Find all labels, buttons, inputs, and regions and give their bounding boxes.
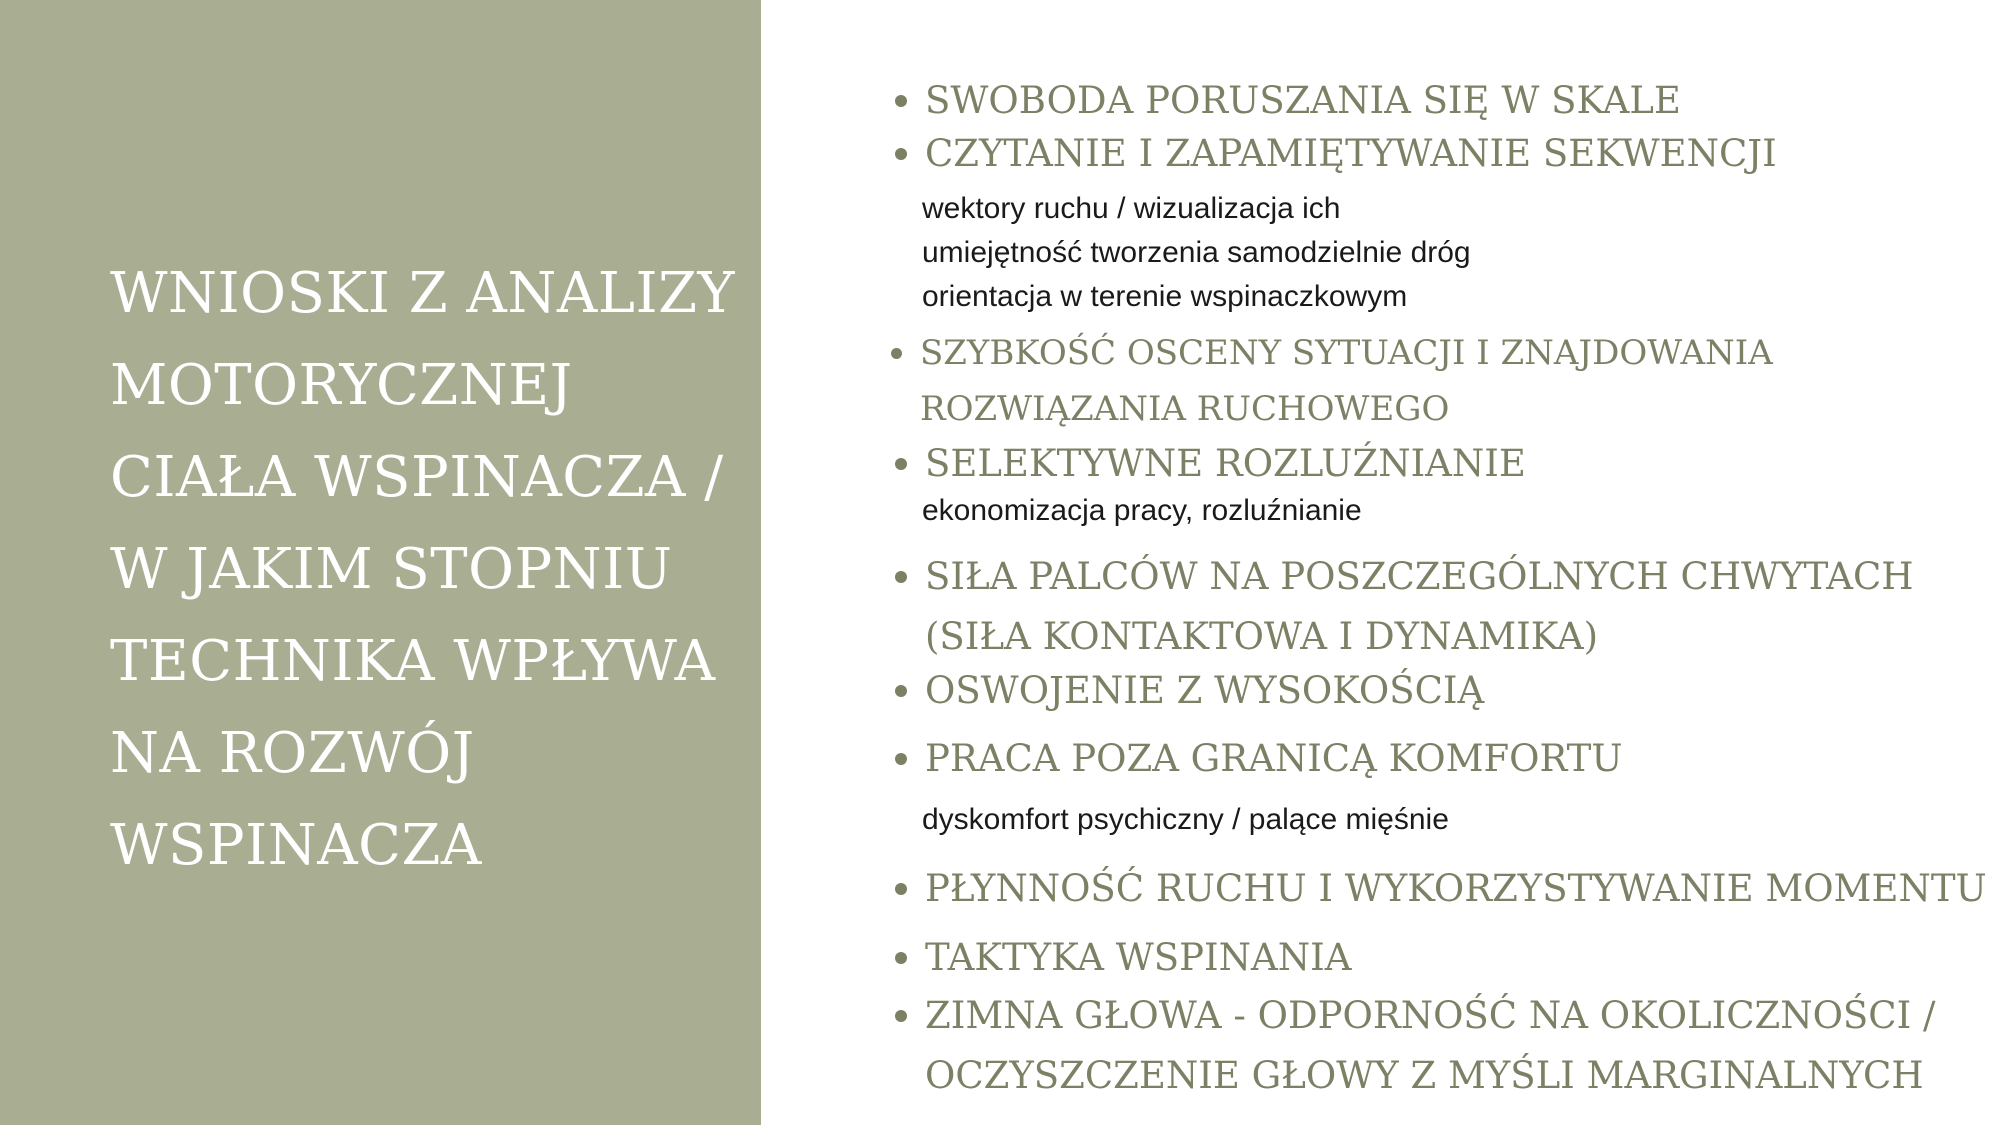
list-item-heading: PRACA POZA GRANICĄ KOMFORTU	[925, 737, 1623, 780]
bullet-icon	[895, 883, 907, 895]
list-item-heading: SZYBKOŚĆ OSCENY SYTUACJI I ZNAJDOWANIA	[920, 333, 1773, 373]
bullet-icon	[895, 458, 907, 470]
list-item-heading-continuation: ROZWIĄZANIA RUCHOWEGO	[920, 389, 1450, 429]
list-item-heading: PŁYNNOŚĆ RUCHU I WYKORZYSTYWANIE MOMENTU	[925, 867, 1987, 910]
list-item-heading: SWOBODA PORUSZANIA SIĘ W SKALE	[925, 79, 1681, 122]
bullet-icon	[891, 348, 902, 359]
list-item-heading: CZYTANIE I ZAPAMIĘTYWANIE SEKWENCJI	[925, 132, 1777, 175]
bullet-icon	[895, 685, 907, 697]
title-panel	[0, 0, 761, 1125]
bullet-icon	[895, 952, 907, 964]
title-line-2: MOTORYCZNEJ	[110, 353, 573, 418]
list-item-heading: SELEKTYWNE ROZLUŹNIANIE	[925, 442, 1526, 485]
list-item-note: orientacja w terenie wspinaczkowym	[922, 280, 1408, 313]
bullet-icon	[895, 571, 907, 583]
list-item-note: umiejętność tworzenia samodzielnie dróg	[922, 236, 1471, 269]
bullet-icon	[895, 95, 907, 107]
list-item-heading: OSWOJENIE Z WYSOKOŚCIĄ	[925, 669, 1485, 712]
list-item-heading: TAKTYKA WSPINANIA	[925, 936, 1352, 979]
title-line-4: W JAKIM STOPNIU	[110, 537, 673, 602]
list-item-note: wektory ruchu / wizualizacja ich	[922, 192, 1341, 225]
title-line-1: WNIOSKI Z ANALIZY	[110, 261, 735, 326]
list-item-note: dyskomfort psychiczny / palące mięśnie	[922, 803, 1449, 836]
list-item-heading: ZIMNA GŁOWA - ODPORNOŚĆ NA OKOLICZNOŚCI /	[925, 994, 1936, 1037]
title-line-6: NA ROZWÓJ	[110, 721, 475, 786]
title-line-7: WSPINACZA	[110, 813, 482, 878]
bullet-icon	[895, 753, 907, 765]
list-item-heading: SIŁA PALCÓW NA POSZCZEGÓLNYCH CHWYTACH	[925, 555, 1914, 598]
list-item-heading-continuation: (SIŁA KONTAKTOWA I DYNAMIKA)	[925, 615, 1599, 658]
list-item-heading-continuation: OCZYSZCZENIE GŁOWY Z MYŚLI MARGINALNYCH	[925, 1054, 1924, 1097]
list-item-note: ekonomizacja pracy, rozluźnianie	[922, 494, 1362, 527]
title-line-3: CIAŁA WSPINACZA /	[110, 445, 724, 510]
bullet-icon	[895, 148, 907, 160]
bullet-icon	[895, 1010, 907, 1022]
title-line-5: TECHNIKA WPŁYWA	[110, 629, 716, 694]
